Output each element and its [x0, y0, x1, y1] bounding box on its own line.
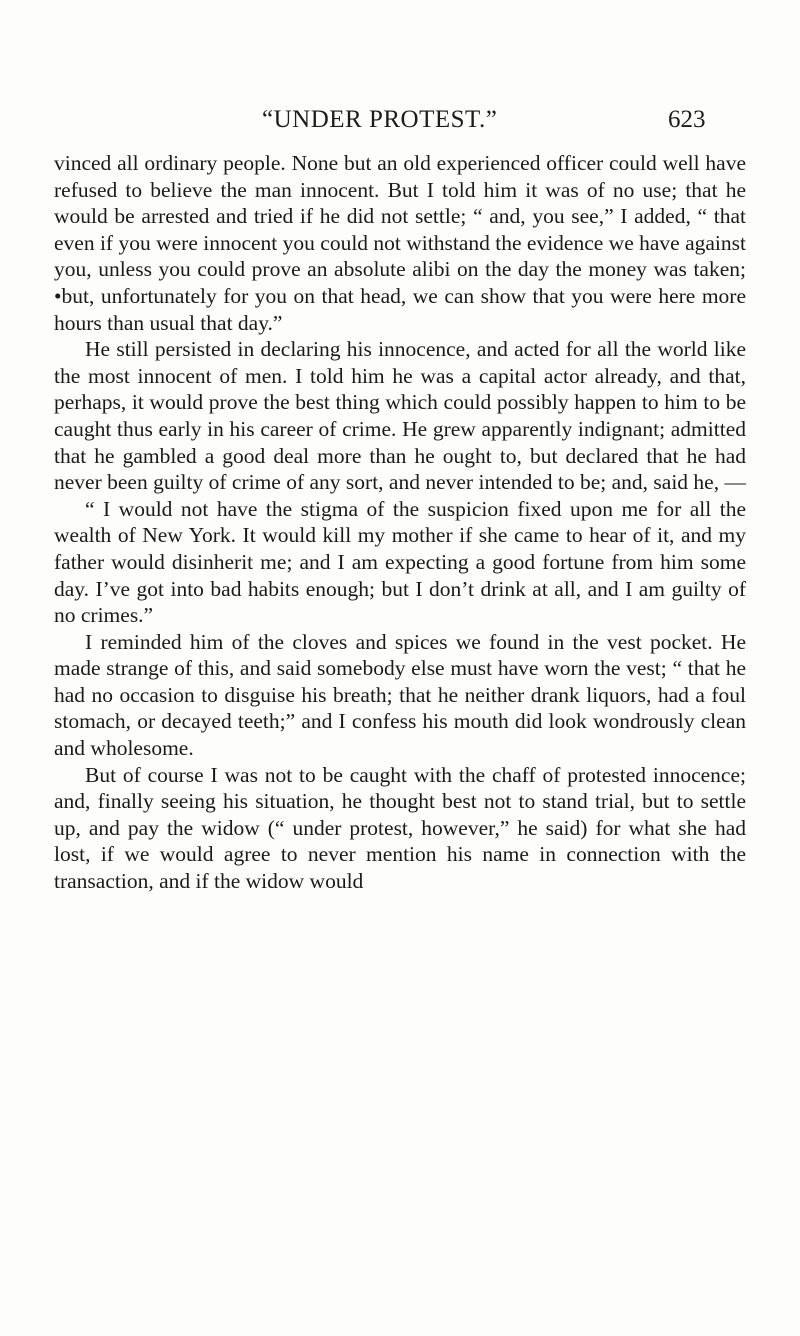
paragraph: “ I would not have the stigma of the suspicion fixed upon me for all the wealth of New York. It would kill my mother if she came to hear of it, and my father would disinherit me; and I am expecting a good fortune from him some day. I’ve got into bad habits enough; but I don’t drink at all, and I am guilty of no crimes.” — [54, 496, 746, 628]
page-number: 623 — [668, 106, 706, 133]
body-text — [54, 150, 746, 895]
chapter-title: “UNDER PROTEST.” — [262, 106, 498, 133]
paragraph: vinced all ordinary people. None but an old experienced officer could well have refused to believe the man innocent. But I told him it was of no use; that he would be arrested and tried if he did not settle; “ and, you see,” I added, “ that even if you were innocent you could not withstand the evidence we have against you, unless you could prove an absolute alibi on the day the money was taken; •but, unfortunately for you on that head, we can show that you were here more hours than usual that day.” — [54, 151, 746, 335]
paragraph: But of course I was not to be caught with the chaff of protested innocence; and, finally seeing his situation, he thought best not to stand trial, but to settle up, and pay the widow (“ under protest, however,” he said) for what she had lost, if we would agree to never mention his name in connection with the transaction, and if the widow would — [54, 762, 746, 894]
paragraph: He still persisted in declaring his innocence, and acted for all the world like the most innocent of men. I told him he was a capital actor already, and that, perhaps, it would prove the best thing which could possibly happen to him to be caught thus early in his career of crime. He grew apparently indignant; admitted that he gambled a good deal more than he ought to, but declared that he had never been guilty of crime of any sort, and never intended to be; and, said he, — — [54, 337, 746, 495]
running-head — [0, 106, 800, 136]
paragraph: I reminded him of the cloves and spices we found in the vest pocket. He made strange of this, and said somebody else must have worn the vest; “ that he had no occasion to disguise his breath; that he neither drank liquors, had a foul stomach, or decayed teeth;” and I confess his mouth did look wondrously clean and wholesome. — [54, 629, 746, 761]
